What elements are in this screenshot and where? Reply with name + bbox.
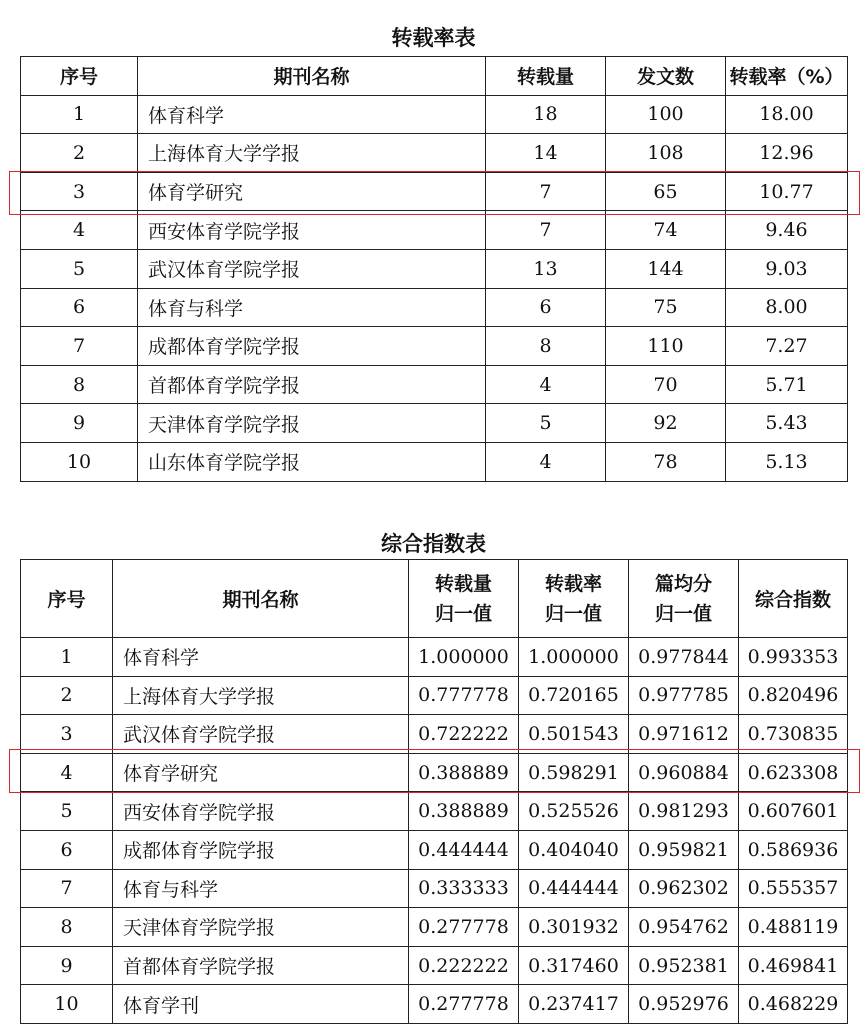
table1-header-row	[21, 57, 848, 96]
table1-cell: 天津体育学院学报	[138, 404, 486, 443]
table1-cell: 74	[606, 211, 726, 250]
table2-header-avg-score	[629, 560, 739, 638]
reprint-rate-table	[20, 56, 848, 482]
table1-cell: 6	[21, 288, 138, 327]
table2-cell: 10	[21, 985, 113, 1024]
table2-cell: 0.222222	[409, 946, 519, 985]
header-line: 归一值	[544, 602, 602, 625]
table2-cell: 0.468229	[739, 985, 848, 1024]
table2-cell: 0.977844	[629, 638, 739, 677]
table1-title: 转载率表	[391, 26, 476, 50]
table1-cell: 4	[486, 442, 606, 481]
table1-cell: 8	[21, 365, 138, 404]
table2-header-index: 序号	[21, 560, 113, 638]
table2-cell: 0.586936	[739, 830, 848, 869]
table1-cell: 78	[606, 442, 726, 481]
table2-cell: 0.607601	[739, 792, 848, 831]
table1-cell: 10.77	[726, 172, 848, 211]
table1-cell: 武汉体育学院学报	[138, 249, 486, 288]
table2-cell: 体育科学	[113, 638, 409, 677]
table1-cell: 5.43	[726, 404, 848, 443]
table2-cell: 9	[21, 946, 113, 985]
table2-cell: 武汉体育学院学报	[113, 715, 409, 754]
table2-cell: 1.000000	[409, 638, 519, 677]
table2-header-row	[21, 560, 848, 638]
table2-row	[21, 830, 848, 869]
table2-header-name: 期刊名称	[113, 560, 409, 638]
table2-header-reprint-rate	[519, 560, 629, 638]
table2-cell: 0.317460	[519, 946, 629, 985]
table2-cell: 上海体育大学学报	[113, 676, 409, 715]
table2-header-composite: 综合指数	[739, 560, 848, 638]
table1-cell: 8	[486, 327, 606, 366]
table1-cell: 7	[486, 211, 606, 250]
table1-cell: 成都体育学院学报	[138, 327, 486, 366]
table2-cell: 体育学研究	[113, 753, 409, 792]
table1-cell: 体育科学	[138, 95, 486, 134]
table2-cell: 0.962302	[629, 869, 739, 908]
table2-cell: 0.469841	[739, 946, 848, 985]
table2-row	[21, 753, 848, 792]
table1-cell: 1	[21, 95, 138, 134]
table1-cell: 9	[21, 404, 138, 443]
table2-row	[21, 792, 848, 831]
table1-header-cell: 期刊名称	[138, 57, 486, 96]
table1-cell: 7.27	[726, 327, 848, 366]
table1-cell: 6	[486, 288, 606, 327]
table1-row	[21, 327, 848, 366]
header-line: 转载量	[434, 572, 492, 595]
table2-cell: 0.777778	[409, 676, 519, 715]
table2-row	[21, 676, 848, 715]
table2-cell: 5	[21, 792, 113, 831]
table2-cell: 0.722222	[409, 715, 519, 754]
table1-row	[21, 442, 848, 481]
table2-cell: 0.277778	[409, 985, 519, 1024]
table2-cell: 2	[21, 676, 113, 715]
table1-row	[21, 404, 848, 443]
table1-header-cell: 序号	[21, 57, 138, 96]
table2-cell: 首都体育学院学报	[113, 946, 409, 985]
table1-cell: 5.71	[726, 365, 848, 404]
table1-header-cell: 发文数	[606, 57, 726, 96]
table1-cell: 山东体育学院学报	[138, 442, 486, 481]
table2-cell: 0.555357	[739, 869, 848, 908]
table1-cell: 10	[21, 442, 138, 481]
table2-cell: 0.488119	[739, 908, 848, 947]
table1-cell: 体育与科学	[138, 288, 486, 327]
table1-row	[21, 365, 848, 404]
table2-cell: 7	[21, 869, 113, 908]
table2-cell: 0.301932	[519, 908, 629, 947]
table2-cell: 体育学刊	[113, 985, 409, 1024]
table1-cell: 13	[486, 249, 606, 288]
table2-cell: 0.501543	[519, 715, 629, 754]
table2-cell: 0.623308	[739, 753, 848, 792]
table2-cell: 体育与科学	[113, 869, 409, 908]
table2-cell: 8	[21, 908, 113, 947]
table2-cell: 0.730835	[739, 715, 848, 754]
table2-cell: 3	[21, 715, 113, 754]
table1-header-cell: 转载量	[486, 57, 606, 96]
table1-cell: 上海体育大学学报	[138, 134, 486, 173]
table2-cell: 0.820496	[739, 676, 848, 715]
table2-cell: 天津体育学院学报	[113, 908, 409, 947]
table1-cell: 65	[606, 172, 726, 211]
table1-cell: 7	[21, 327, 138, 366]
table1-cell: 西安体育学院学报	[138, 211, 486, 250]
table1-cell: 体育学研究	[138, 172, 486, 211]
table1-cell: 2	[21, 134, 138, 173]
table1-cell: 9.03	[726, 249, 848, 288]
table1-cell: 75	[606, 288, 726, 327]
table2-cell: 西安体育学院学报	[113, 792, 409, 831]
header-line: 归一值	[654, 602, 712, 625]
composite-index-table	[20, 559, 848, 1024]
table2-row	[21, 715, 848, 754]
table1-cell: 18	[486, 95, 606, 134]
table2-cell: 0.959821	[629, 830, 739, 869]
table2-cell: 0.598291	[519, 753, 629, 792]
table2-cell: 1.000000	[519, 638, 629, 677]
table2-row	[21, 638, 848, 677]
table2-title: 综合指数表	[381, 532, 486, 556]
table1-row	[21, 211, 848, 250]
table2-cell: 0.952976	[629, 985, 739, 1024]
table2-cell: 1	[21, 638, 113, 677]
table1-row	[21, 134, 848, 173]
table2-cell: 成都体育学院学报	[113, 830, 409, 869]
table1-cell: 3	[21, 172, 138, 211]
table1-cell: 144	[606, 249, 726, 288]
table2-cell: 0.388889	[409, 753, 519, 792]
table1-cell: 8.00	[726, 288, 848, 327]
table1-row	[21, 95, 848, 134]
table1-cell: 100	[606, 95, 726, 134]
table1-cell: 5	[486, 404, 606, 443]
table2-header-reprint-count	[409, 560, 519, 638]
table1-cell: 70	[606, 365, 726, 404]
table2-cell: 0.237417	[519, 985, 629, 1024]
header-line: 篇均分	[654, 572, 712, 595]
table1-cell: 7	[486, 172, 606, 211]
header-line: 归一值	[434, 602, 492, 625]
table1-cell: 5	[21, 249, 138, 288]
table1-cell: 14	[486, 134, 606, 173]
table2-cell: 0.404040	[519, 830, 629, 869]
table1-cell: 108	[606, 134, 726, 173]
table2-cell: 0.954762	[629, 908, 739, 947]
table2-cell: 0.388889	[409, 792, 519, 831]
table1-header-cell: 转载率（%）	[726, 57, 848, 96]
table2-cell: 0.952381	[629, 946, 739, 985]
table1-cell: 5.13	[726, 442, 848, 481]
table1-cell: 4	[21, 211, 138, 250]
table1-row	[21, 249, 848, 288]
table2-cell: 4	[21, 753, 113, 792]
table2-row	[21, 908, 848, 947]
table2-row	[21, 869, 848, 908]
table2-cell: 0.444444	[409, 830, 519, 869]
table1-row	[21, 288, 848, 327]
table1-cell: 12.96	[726, 134, 848, 173]
table2-cell: 0.720165	[519, 676, 629, 715]
table1-cell: 110	[606, 327, 726, 366]
table1-cell: 首都体育学院学报	[138, 365, 486, 404]
table1-cell: 9.46	[726, 211, 848, 250]
table2-cell: 0.525526	[519, 792, 629, 831]
table1-row	[21, 172, 848, 211]
table2-cell: 0.977785	[629, 676, 739, 715]
table2-cell: 0.333333	[409, 869, 519, 908]
table2-row	[21, 985, 848, 1024]
header-line: 转载率	[544, 572, 602, 595]
table1-cell: 18.00	[726, 95, 848, 134]
table2-cell: 0.981293	[629, 792, 739, 831]
table2-cell: 0.971612	[629, 715, 739, 754]
table2-cell: 6	[21, 830, 113, 869]
table1-cell: 4	[486, 365, 606, 404]
table2-cell: 0.444444	[519, 869, 629, 908]
table2-cell: 0.277778	[409, 908, 519, 947]
table2-cell: 0.993353	[739, 638, 848, 677]
table2-cell: 0.960884	[629, 753, 739, 792]
table2-row	[21, 946, 848, 985]
table1-cell: 92	[606, 404, 726, 443]
